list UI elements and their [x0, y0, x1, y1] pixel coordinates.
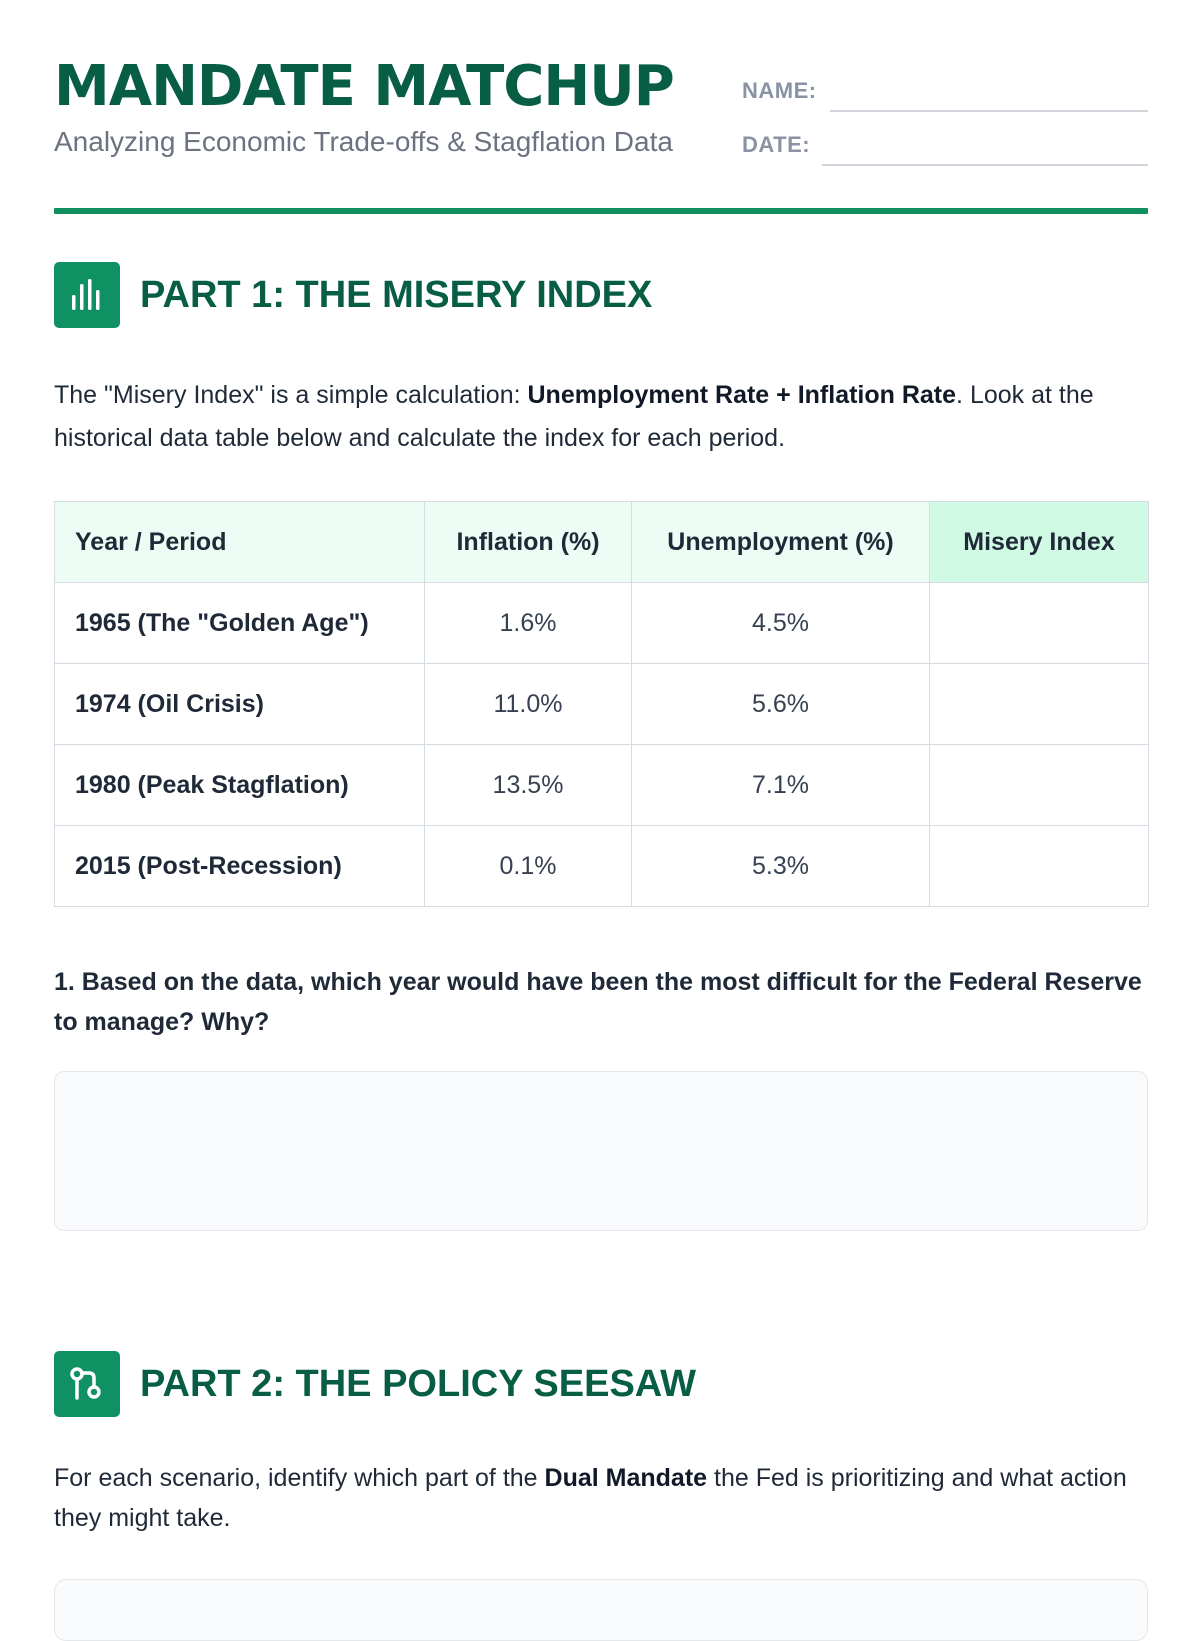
date-input-line[interactable]: [822, 164, 1148, 166]
part2-intro: [54, 1458, 1148, 1538]
table-row: [55, 583, 1149, 664]
column-header-period: Year / Period: [55, 502, 425, 583]
scenario-card: [54, 1579, 1148, 1641]
dual-mandate-term: Dual Mandate: [544, 1464, 708, 1492]
inflation-cell: 0.1%: [425, 826, 632, 907]
unemployment-cell: 7.1%: [632, 745, 930, 826]
part1-intro: [54, 374, 1148, 460]
question-1-answer-box[interactable]: [54, 1071, 1148, 1231]
table-header-row: [55, 502, 1149, 583]
period-cell: 2015 (Post-Recession): [55, 826, 425, 907]
branch-icon: [54, 1351, 120, 1417]
inflation-cell: 11.0%: [425, 664, 632, 745]
table-row: [55, 745, 1149, 826]
part2-heading: [54, 1351, 1148, 1417]
column-header-misery-index: Misery Index: [930, 502, 1149, 583]
inflation-cell: 13.5%: [425, 745, 632, 826]
misery-answer-cell[interactable]: [930, 664, 1149, 745]
header-divider: [54, 208, 1148, 214]
worksheet-title: MANDATE MATCHUP: [54, 54, 674, 119]
name-label: NAME:: [742, 78, 817, 103]
period-cell: 1980 (Peak Stagflation): [55, 745, 425, 826]
worksheet-page: [54, 0, 1148, 1532]
part1-title: PART 1: THE MISERY INDEX: [140, 274, 653, 316]
part2-intro-text-end: the Fed is prioritizing and what action they might take.: [54, 1464, 1127, 1532]
column-header-inflation: Inflation (%): [425, 502, 632, 583]
date-label: DATE:: [742, 132, 811, 157]
misery-answer-cell[interactable]: [930, 583, 1149, 664]
name-input-line[interactable]: [830, 110, 1148, 112]
inflation-cell: 1.6%: [425, 583, 632, 664]
part2-title: PART 2: THE POLICY SEESAW: [140, 1363, 697, 1405]
table-row: [55, 826, 1149, 907]
date-field[interactable]: [742, 126, 1148, 166]
unemployment-cell: 4.5%: [632, 583, 930, 664]
worksheet-subtitle: Analyzing Economic Trade-offs & Stagflation Data: [54, 126, 673, 157]
misery-formula: Unemployment Rate + Inflation Rate: [527, 381, 957, 409]
misery-answer-cell[interactable]: [930, 826, 1149, 907]
period-cell: 1974 (Oil Crisis): [55, 664, 425, 745]
column-header-unemployment: Unemployment (%): [632, 502, 930, 583]
part2-intro-text: For each scenario, identify which part of the: [54, 1464, 545, 1492]
bar-chart-icon: [54, 262, 120, 328]
unemployment-cell: 5.6%: [632, 664, 930, 745]
unemployment-cell: 5.3%: [632, 826, 930, 907]
worksheet-header: [54, 0, 1148, 214]
misery-answer-cell[interactable]: [930, 745, 1149, 826]
period-cell: 1965 (The "Golden Age"): [55, 583, 425, 664]
table-row: [55, 664, 1149, 745]
name-field[interactable]: [742, 72, 1148, 112]
question-1: 1. Based on the data, which year would have been the most difficult for the Federal Reserve to manage? Why?: [54, 968, 1142, 1036]
part1-intro-text: The "Misery Index" is a simple calculation:: [54, 381, 528, 409]
part1-heading: [54, 262, 1148, 328]
part1-intro-text-end: . Look at the historical data table below and calculate the index for each period.: [54, 381, 1094, 452]
misery-index-table: [54, 501, 1149, 907]
